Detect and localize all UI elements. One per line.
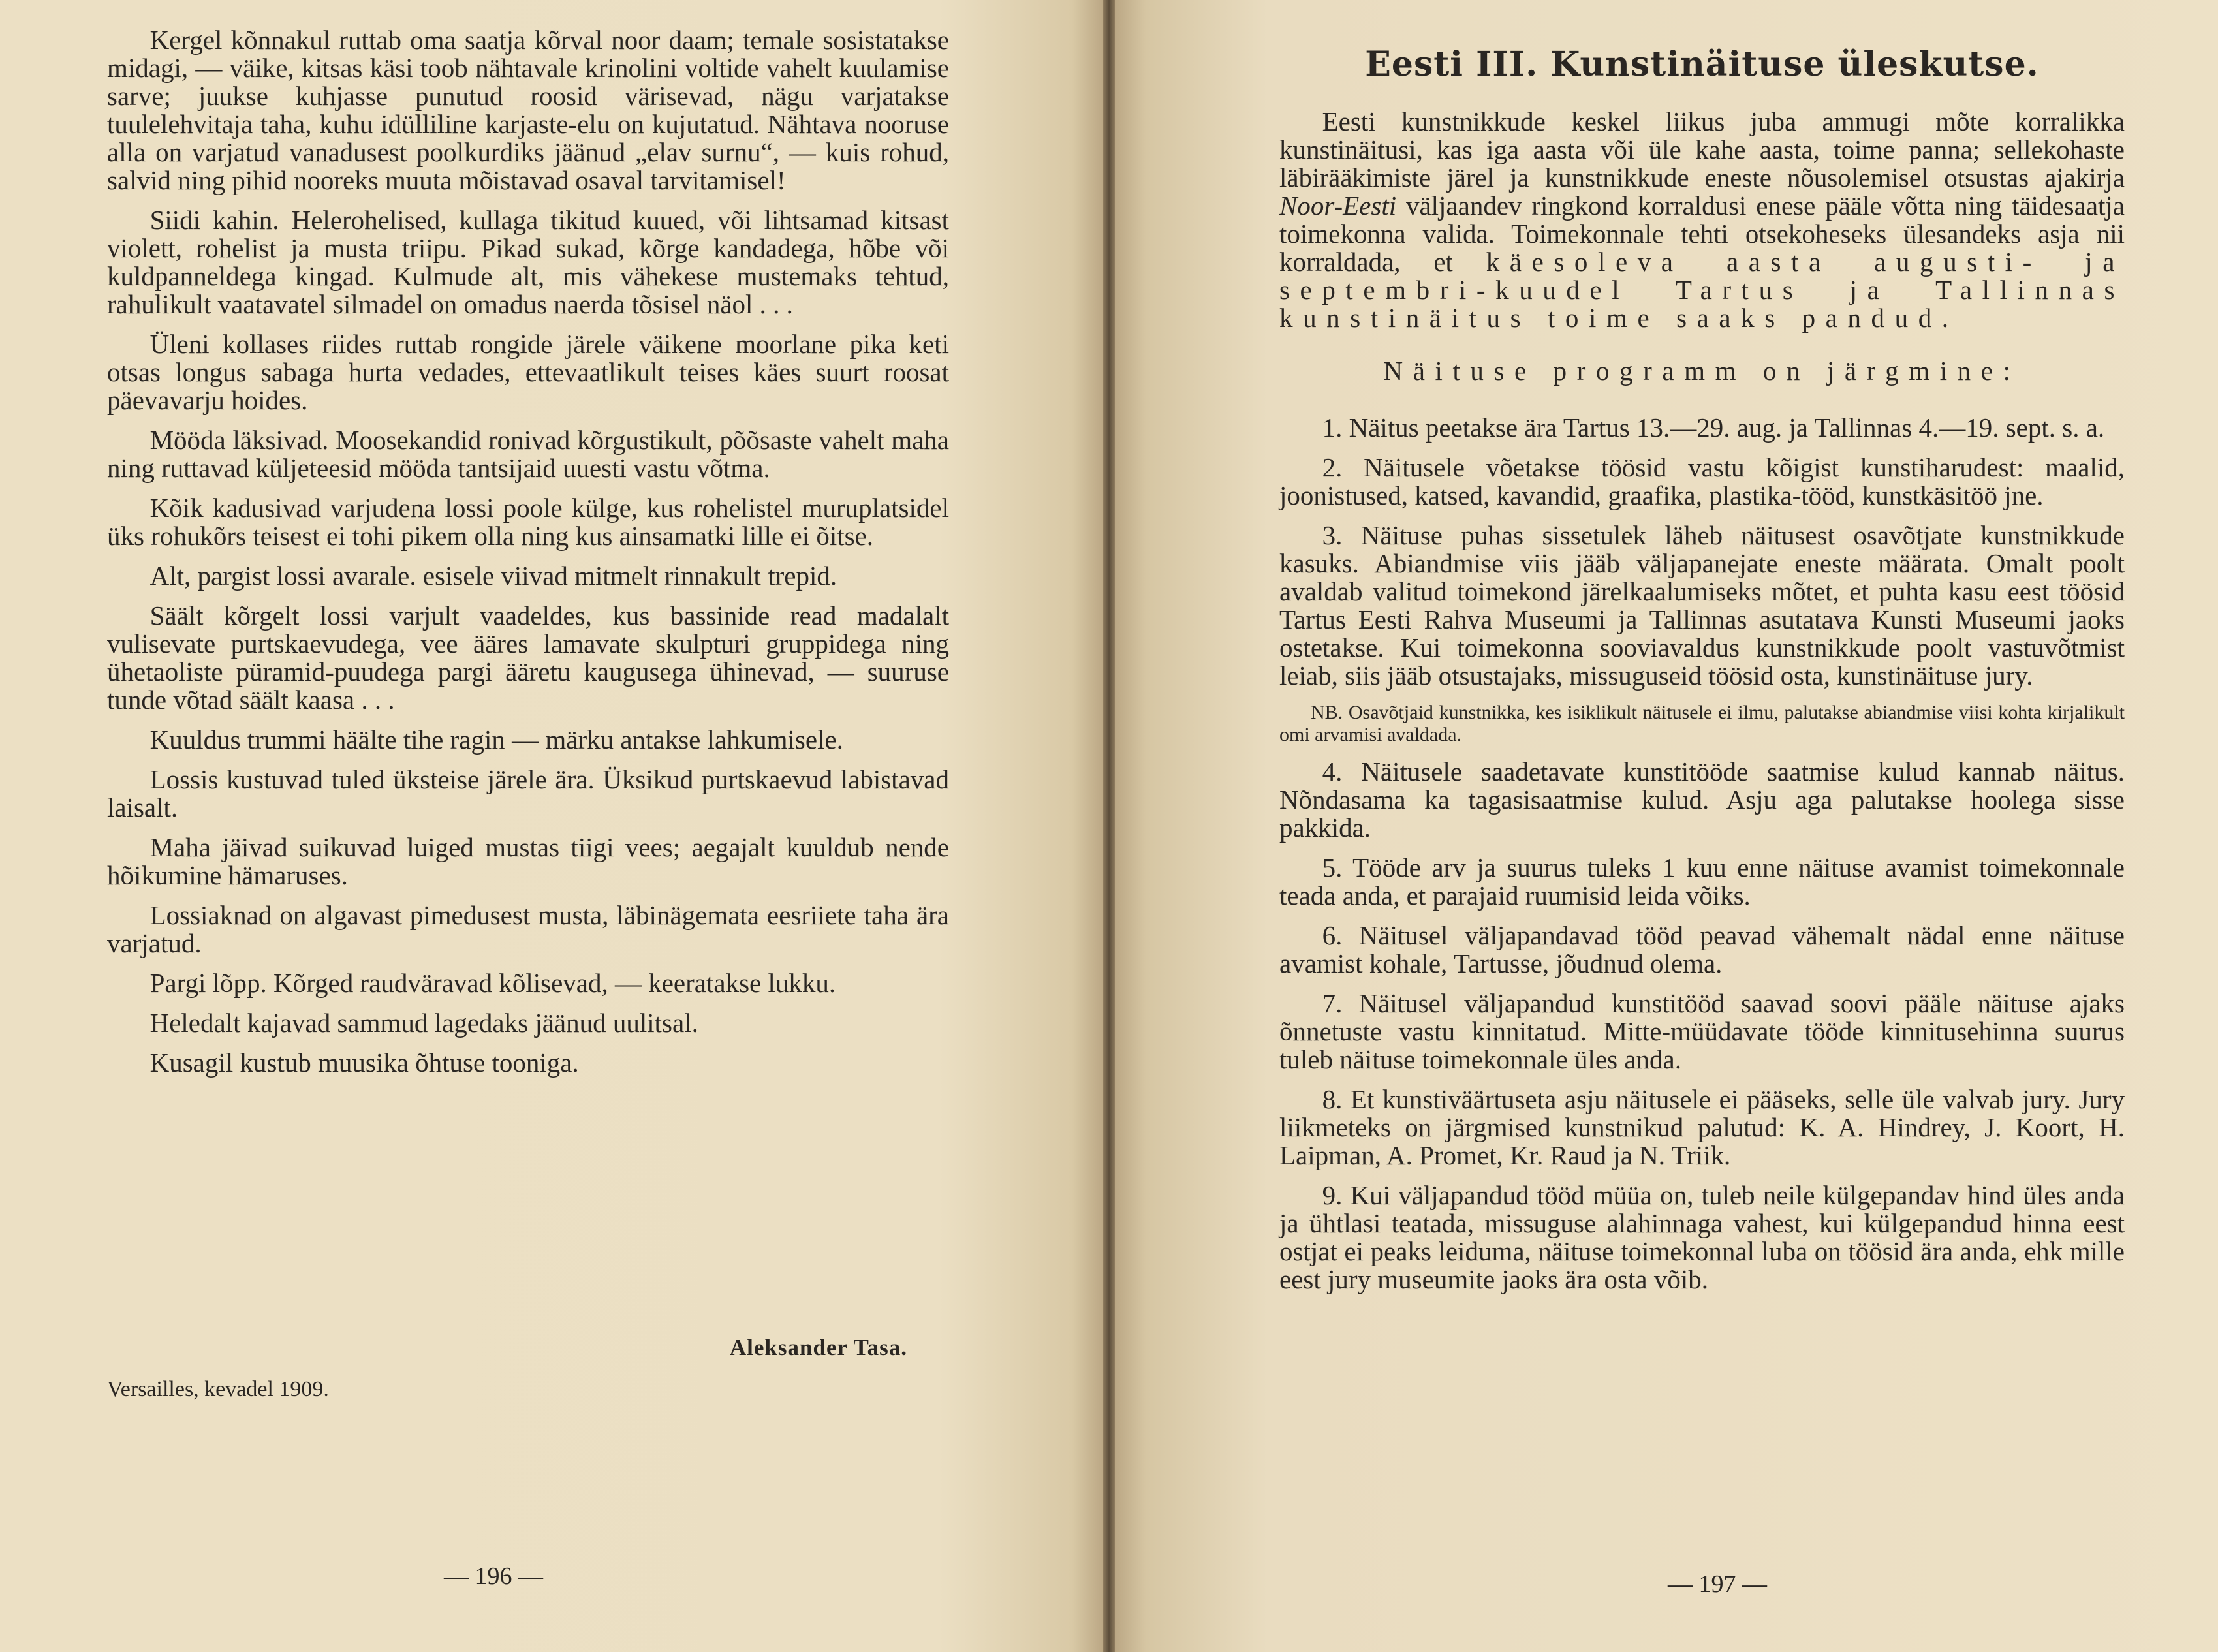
author-signature: Aleksander Tasa. — [729, 1335, 907, 1360]
intro-spaced-text: käesoleva aasta augusti- ja septembri-kuudel Tartus ja Tallinnas kunstinäitus toime saaks pandud. — [1279, 247, 2125, 333]
paragraph: Lossiaknad on algavast pimedusest musta, läbinägemata eesriiete taha ära varjatud. — [107, 900, 949, 958]
paragraph: Pargi lõpp. Kõrged raudväravad kõlisevad, — keeratakse lukku. — [149, 968, 836, 998]
paragraph: Kõik kadusivad varjudena lossi poole külge, kus rohelistel muruplatsidel üks rohukõrs teisest ei tohi pikem olla ning kus ainsamatki lille ei õitse. — [107, 493, 949, 551]
program-item: 1. Näitus peetakse ära Tartus 13.—29. aug. ja Tallinnas 4.—19. sept. s. a. — [1322, 413, 2105, 443]
left-page-text — [107, 26, 949, 1089]
paragraph: Mööda läksivad. Moosekandid ronivad kõrgustikult, põõsaste vahelt maha ning ruttavad küljeteesid mööda tantsijaid uuesti vastu võtma. — [107, 425, 949, 483]
program-item: 4. Näitusele saadetavate kunstitööde saatmise kulud kannab näitus. Nõndasama ka tagasisaatmise kulud. Asju aga palutakse hoolega sisse pakkida. — [1279, 756, 2125, 843]
paragraph: Alt, pargist lossi avarale. esisele viivad mitmelt rinnakult trepid. — [149, 561, 837, 591]
paragraph: Säält kõrgelt lossi varjult vaadeldes, kus bassinide read madalalt vulisevate purtskaevudega, vee ääres lamavate skulpturi gruppidega ning ühetaoliste püramid-puudega pargi ääretu kaugusega ühinevad, — suuruse tunde võtad säält kaasa . . . — [107, 600, 949, 715]
paragraph: Siidi kahin. Helerohelised, kullaga tikitud kuued, või lihtsamad kitsast violett, rohelist ja musta triipu. Pikad sukad, kõrge kandadega, hõbe või kuldpanneldega kingad. Kulmude alt, mis vähekese mustemaks tehtud, rahulikult vaatavatel silmadel on omadus naerda tõsisel näol . . . — [107, 205, 949, 319]
paragraph: Kergel kõnnakul ruttab oma saatja kõrval noor daam; temale sosistatakse midagi, — väike, kitsas käsi toob nähtavale krinolini voltide vahelt kuulamise sarve; juukse kuhjasse punutud roosid värisevad, nägu varjatakse tuulelehvitaja taha, kuhu idülliline karjaste-elu on kujutatud. Nähtava nooruse alla on varjatud vanadusest poolkurdiks jäänud „elav surnu“, — kuis rohud, salvid ning pihid nooreks muuta mõistavad osaval tarvitamisel! — [107, 25, 949, 195]
paragraph: Üleni kollases riides ruttab rongide järele väikene moorlane pika keti otsas longus sabaga hurta vedades, ettevaatlikult teises käes suurt roosat päevavarju hoides. — [107, 329, 949, 415]
place-date: Versailles, kevadel 1909. — [107, 1377, 329, 1401]
program-item: 7. Näitusel väljapandud kunstitööd saavad soovi pääle näituse ajaks õnnetuste vastu kinnitatud. Mitte-müüdavate tööde kinnitusehinna suurus tuleb näituse toimekonnale üles anda. — [1279, 988, 2125, 1074]
right-page-text — [1279, 108, 2125, 1305]
paragraph: Heledalt kajavad sammud lagedaks jäänud uulitsal. — [149, 1008, 698, 1038]
program-note: NB. Osavõtjaid kunstnikka, kes isiklikult näitusele ei ilmu, palutakse abiandmise viisi kohta kirjalikult omi arvamisi avaldada. — [1279, 702, 2125, 745]
program-item: 9. Kui väljapandud tööd müüa on, tuleb neile külgepandav hind üles anda ja ühtlasi teatada, missuguse alahinnaga vahest, kui külgepandud hinna eest ostjat ei peaks leiduma, näituse toimekonnal luba on töösid ära anda, ehk mille eest jury museumite jaoks ära osta võib. — [1279, 1180, 2125, 1294]
program-heading: Näituse programm on järgmine: — [1383, 356, 2021, 386]
program-item: 3. Näituse puhas sissetulek läheb näitusest osavõtjate kunstnikkude kasuks. Abiandmise viis jääb väljapanejate eneste määrata. Omalt poolt avaldab valitud toimekond järelkaalumiseks mõtet, et puhta kasu eest töösid Tartus Eesti Rahva Museumi ja Tallinnas asutatava Kunsti Museumi jaoks ostetakse. Kui toimekonna sooviavaldus kunstnikkude poolt vastuvõtmist leiab, siis jääb otsustajaks, missuguseid töösid osta, kunstinäituse jury. — [1279, 520, 2125, 691]
paragraph: Lossis kustuvad tuled üksteise järele ära. Üksikud purtskaevud labistavad laisalt. — [107, 764, 949, 822]
book-gutter — [1103, 0, 1115, 1652]
paragraph: Kuuldus trummi häälte tihe ragin — märku antakse lahkumisele. — [149, 725, 843, 755]
program-item: 8. Et kunstiväärtuseta asju näitusele ei pääseks, selle üle valvab jury. Jury liikmeteks on järgmised kunstnikud palutud: K. A. Hindrey, J. Koort, H. Laipman, A. Promet, Kr. Raud ja N. Triik. — [1279, 1084, 2125, 1170]
page-number-left: — 196 — — [444, 1563, 543, 1590]
paragraph: Kusagil kustub muusika õhtuse tooniga. — [149, 1048, 579, 1078]
page-number-right: — 197 — — [1668, 1570, 1767, 1598]
journal-name: Noor-Eesti — [1279, 191, 1397, 221]
program-item: 2. Näitusele võetakse töösid vastu kõigist kunstiharudest: maalid, joonistused, katsed, kavandid, graafika, plastika-tööd, kunstkäsitöö jne. — [1279, 452, 2125, 510]
program-item: 5. Tööde arv ja suurus tuleks 1 kuu enne näituse avamist toimekonnale teada anda, et parajaid ruumisid leida võiks. — [1279, 852, 2125, 911]
paragraph: Maha jäivad suikuvad luiged mustas tiigi vees; aegajalt kuuldub nende hõikumine hämaruses. — [107, 832, 949, 890]
intro-paragraph — [1279, 108, 2125, 332]
program-item: 6. Näitusel väljapandavad tööd peavad vähemalt nädal enne näituse avamist kohale, Tartusse, jõudnud olema. — [1279, 920, 2125, 978]
intro-text-b: väljaandev ringkond korraldusi enese pääle võtta ning täidesaatja toimekonna valida. Toimekonnale tehti otsekoheseks ülesandeks asja nii korraldada, et — [1279, 191, 2125, 277]
intro-text-a: Eesti kunstnikkude keskel liikus juba ammugi mõte korralikka kunstinäitusi, kas iga aasta või üle kahe aasta, toime panna; sellekohaste läbirääkimiste järel ja kunstnikkude eneste nõusolemisel otsustas ajakirja — [1279, 106, 2125, 193]
article-title: Eesti III. Kunstinäituse üleskutse. — [1365, 44, 2039, 84]
